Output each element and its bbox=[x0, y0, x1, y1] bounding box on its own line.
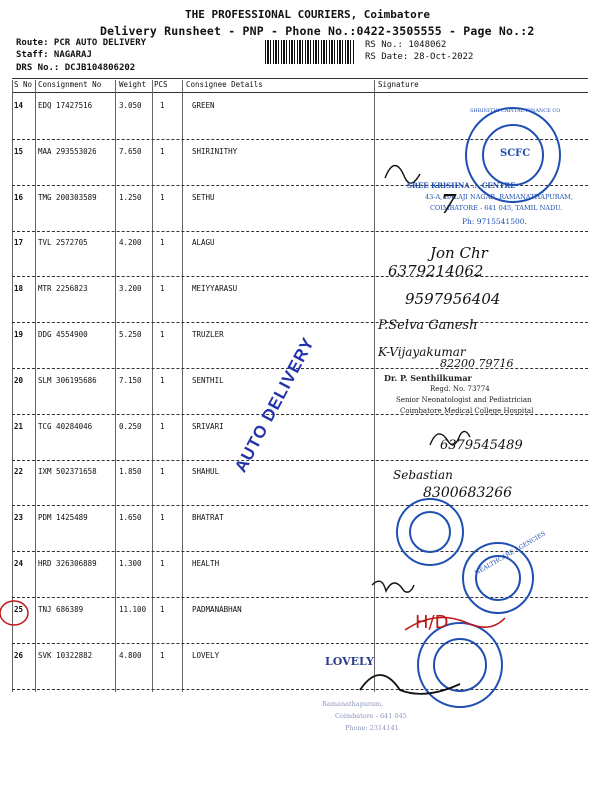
row-sno: 20 bbox=[14, 375, 24, 385]
row-consignee: SENTHIL bbox=[192, 375, 224, 385]
lovely-stamp-addr: Ramanathapuram, bbox=[322, 700, 384, 708]
row-consignment: SVK 10322882 bbox=[38, 650, 93, 660]
doctor-stamp-reg: Regd. No. 73774 bbox=[430, 385, 490, 393]
row-pcs: 1 bbox=[160, 650, 165, 660]
signature-row-18-phone: 9597956404 bbox=[405, 290, 501, 308]
signature-row-17: Jon Chr bbox=[430, 244, 488, 262]
header-sno: S No bbox=[14, 80, 33, 89]
signature-row-20: K-Vijayakumar bbox=[378, 345, 466, 359]
row-consignee: PADMANABHAN bbox=[192, 604, 242, 614]
centre-stamp-addr1: 43-A, BALAJI NAGAR, RAMANATHAPURAM, bbox=[425, 193, 574, 201]
row-pcs: 1 bbox=[160, 604, 165, 614]
row-pcs: 1 bbox=[160, 559, 165, 568]
signature-row-20-phone: 82200 79716 bbox=[440, 357, 514, 370]
row-consignment: DDG 4554900 bbox=[38, 330, 88, 339]
row-sno: 22 bbox=[14, 467, 24, 477]
rs-number: RS No.: 1048062 bbox=[365, 40, 447, 50]
row-consignment: TVL 2572705 bbox=[38, 238, 88, 248]
row-weight: 5.250 bbox=[119, 330, 142, 339]
row-sno: 23 bbox=[14, 513, 24, 523]
scfc-stamp-label: SCFC bbox=[500, 148, 531, 159]
runsheet-title: Delivery Runsheet - PNP - Phone No.:0422-3505555 - Page No.:2 bbox=[100, 24, 535, 38]
centre-stamp-name: SREE KRISHNA ... CENTRE bbox=[407, 181, 516, 190]
route-label: Route: PCR AUTO DELIVERY bbox=[16, 38, 147, 48]
header-signature: Signature bbox=[378, 80, 419, 89]
row-weight: 3.200 bbox=[119, 284, 142, 294]
row-pcs: 1 bbox=[160, 101, 165, 110]
row-pcs: 1 bbox=[160, 284, 165, 294]
row-consignee: SHIRINITHY bbox=[192, 146, 238, 156]
row-weight: 4.800 bbox=[119, 650, 142, 660]
centre-stamp-addr2: COIMBATORE - 641 045, TAMIL NADU. bbox=[430, 204, 563, 212]
healthcare-stamp bbox=[463, 543, 533, 613]
row-consignment: TCG 40284046 bbox=[38, 421, 93, 431]
lovely-round-stamp bbox=[418, 623, 502, 707]
header-consignee: Consignee Details bbox=[186, 80, 263, 89]
row-pcs: 1 bbox=[160, 513, 165, 523]
rs-date: RS Date: 28-Oct-2022 bbox=[365, 52, 474, 62]
auto-delivery-stamp: AUTO DELIVERY bbox=[230, 334, 319, 476]
row-pcs: 1 bbox=[160, 192, 165, 202]
company-title: THE PROFESSIONAL COURIERS, Coimbatore bbox=[185, 8, 431, 21]
row-consignment: IXM 502371658 bbox=[38, 467, 97, 477]
row-sno: 24 bbox=[14, 559, 24, 568]
row-pcs: 1 bbox=[160, 238, 165, 248]
row-consignee: TRUZLER bbox=[192, 330, 224, 339]
row-sno: 15 bbox=[14, 146, 24, 156]
row-consignment: MAA 293553026 bbox=[38, 146, 97, 156]
row-consignee: SHAHUL bbox=[192, 467, 220, 477]
staff-label: Staff: NAGARAJ bbox=[16, 50, 92, 60]
row-consignee: BHATRAT bbox=[192, 513, 224, 523]
signature-row-21-phone: 6379545489 bbox=[440, 438, 523, 453]
bharat-stamp bbox=[397, 499, 463, 565]
row-consignee: SRIVARI bbox=[192, 421, 224, 431]
row-pcs: 1 bbox=[160, 467, 165, 477]
row-consignment: HRD 326306889 bbox=[38, 559, 97, 568]
signature-row-17-phone: 6379214062 bbox=[388, 262, 484, 280]
row-weight: 7.150 bbox=[119, 375, 142, 385]
signature-row-16: 7 bbox=[440, 190, 457, 220]
lovely-stamp-city: Coimbatore - 641 045 bbox=[335, 712, 407, 720]
header-pcs: PCS bbox=[154, 80, 168, 89]
healthcare-stamp-text: HEALTHCARE AGENCIES bbox=[473, 530, 547, 577]
row-sno: 21 bbox=[14, 421, 24, 431]
doctor-stamp-name: Dr. P. Senthilkumar bbox=[384, 373, 472, 383]
row-weight: 7.650 bbox=[119, 146, 142, 156]
row-consignee: LOVELY bbox=[192, 650, 220, 660]
row-weight: 1.300 bbox=[119, 559, 142, 568]
header-weight: Weight bbox=[119, 80, 147, 89]
row-sno: 25 bbox=[14, 604, 24, 614]
row-weight: 3.050 bbox=[119, 101, 142, 110]
row-consignment: EDQ 17427516 bbox=[38, 101, 93, 110]
row-weight: 1.850 bbox=[119, 467, 142, 477]
row-pcs: 1 bbox=[160, 421, 165, 431]
row-consignee: ALAGU bbox=[192, 238, 215, 248]
row-consignee: MEIYYARASU bbox=[192, 284, 238, 294]
drs-number: DRS No.: DCJB104806202 bbox=[16, 63, 136, 73]
row-consignment: PDM 1425489 bbox=[38, 513, 88, 523]
row-consignment: TMG 200303589 bbox=[38, 192, 97, 202]
row-sno: 26 bbox=[14, 650, 24, 660]
row-consignee: SETHU bbox=[192, 192, 215, 202]
lovely-stamp-name: LOVELY bbox=[325, 655, 374, 668]
signature-row-22: Sebastian bbox=[393, 468, 453, 482]
row-sno: 18 bbox=[14, 284, 24, 294]
red-circle-mark bbox=[0, 601, 28, 625]
row-weight: 4.200 bbox=[119, 238, 142, 248]
lovely-stamp-phone: Phone: 2314141 bbox=[345, 724, 399, 732]
hd-mark: H/D bbox=[415, 612, 449, 633]
row-pcs: 1 bbox=[160, 146, 165, 156]
row-pcs: 1 bbox=[160, 330, 165, 339]
row-weight: 1.650 bbox=[119, 513, 142, 523]
row-consignment: MTR 2256823 bbox=[38, 284, 88, 294]
header-consignment: Consignment No bbox=[38, 80, 102, 89]
row-sno: 16 bbox=[14, 192, 24, 202]
row-consignment: TNJ 686389 bbox=[38, 604, 84, 614]
centre-stamp-phone: Ph: 9715541500. bbox=[462, 217, 527, 226]
row-sno: 17 bbox=[14, 238, 24, 248]
row-pcs: 1 bbox=[160, 375, 165, 385]
row-weight: 0.250 bbox=[119, 421, 142, 431]
doctor-stamp-title: Senior Neonatologist and Pediatrician bbox=[396, 396, 532, 404]
doctor-stamp-hospital: Coimbatore Medical College Hospital bbox=[400, 407, 534, 415]
row-sno: 14 bbox=[14, 101, 24, 110]
row-consignee: HEALTH bbox=[192, 559, 220, 568]
scfc-stamp-ring-text: SHRINITHI CAPITAL FINANCE CO bbox=[470, 108, 561, 114]
signature-stroke bbox=[360, 675, 460, 694]
row-weight: 1.250 bbox=[119, 192, 142, 202]
row-sno: 19 bbox=[14, 330, 24, 339]
row-weight: 11.100 bbox=[119, 604, 147, 614]
signature-row-22-phone: 8300683266 bbox=[423, 485, 513, 501]
signature-row-19: P.Selva Ganesh bbox=[378, 318, 478, 333]
signature-stroke bbox=[372, 581, 414, 592]
row-consignment: SLM 306195686 bbox=[38, 375, 97, 385]
row-consignee: GREEN bbox=[192, 101, 215, 110]
